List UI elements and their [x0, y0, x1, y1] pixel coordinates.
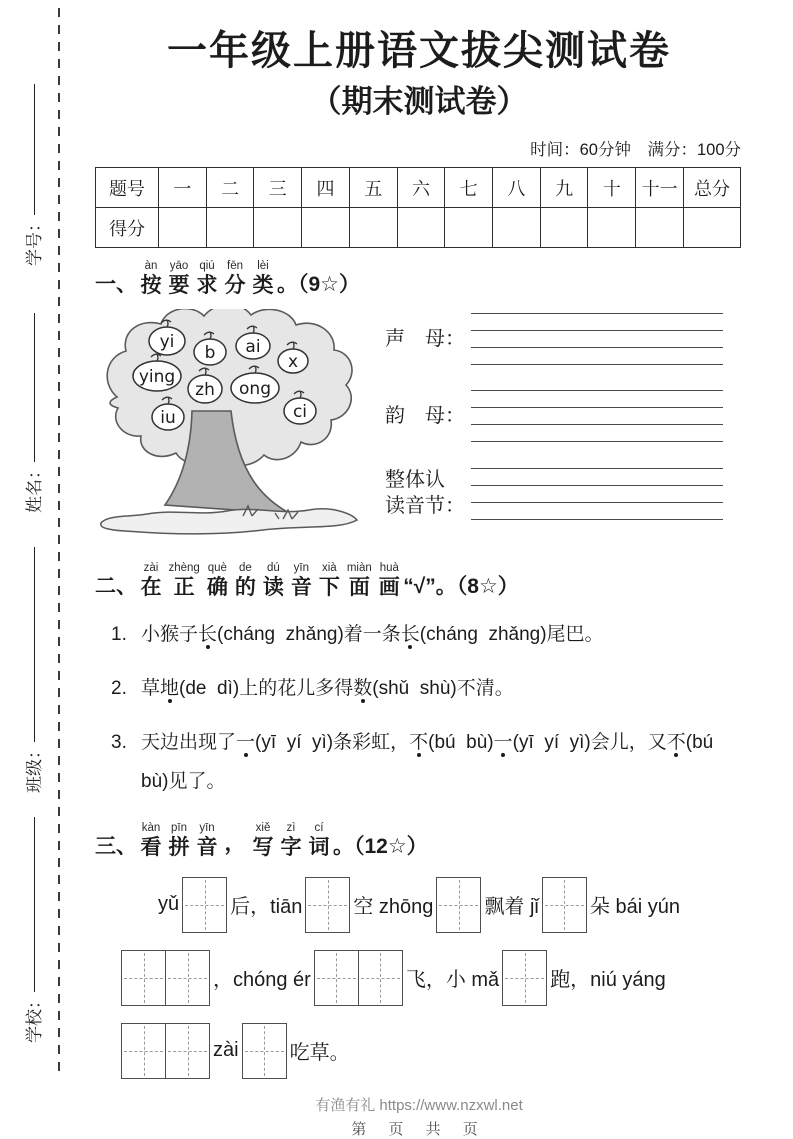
- apple-label: ong: [239, 379, 271, 399]
- ruby-pinyin: zài: [143, 562, 159, 574]
- ruby-char: [281, 822, 302, 861]
- sentence-segment: 小猴子: [141, 624, 199, 645]
- section1-score: 。（9☆）: [277, 273, 361, 296]
- character-grid-box: [314, 950, 403, 1006]
- ruby-hanzi: 下: [318, 576, 340, 599]
- score-cell-1[interactable]: [159, 208, 207, 248]
- score-table-header-label: 题号: [96, 168, 159, 208]
- ruby-hanzi: 正: [173, 576, 195, 599]
- sidebar-field-write-line[interactable]: [33, 547, 35, 742]
- character-grid-box: [305, 877, 350, 933]
- question-text: [141, 724, 743, 802]
- grid-cell[interactable]: [503, 951, 546, 1005]
- apple-tree-illustration: [95, 309, 371, 539]
- ruby-char: [169, 562, 200, 601]
- ruby-pinyin: dú: [266, 562, 280, 574]
- ruby-hanzi: ，: [224, 831, 246, 855]
- section1-heading-ruby: [137, 256, 277, 299]
- section3-heading-ruby: [137, 818, 333, 861]
- score-cell-9[interactable]: [540, 208, 588, 248]
- ruby-char: [379, 562, 400, 601]
- ruby-hanzi: 按: [140, 274, 162, 297]
- question-text: [141, 616, 743, 655]
- sentence-segment: (cháng zhǎng)尾巴。: [419, 624, 604, 645]
- ruby-char: [141, 260, 162, 299]
- sentence-segment: (shǔ shù)不清。: [372, 677, 514, 699]
- score-cell-3[interactable]: [254, 208, 302, 248]
- ruby-hanzi: 字: [280, 835, 302, 859]
- sidebar-field-4: [19, 817, 45, 1043]
- ruby-pinyin: pīn: [171, 821, 187, 834]
- emphasized-char: 一: [493, 731, 513, 753]
- ruby-pinyin: xià: [321, 562, 337, 574]
- ruby-char: [197, 822, 218, 861]
- ruby-char: [253, 260, 274, 299]
- ruby-hanzi: 词: [308, 835, 330, 859]
- ruby-char: [207, 562, 228, 601]
- section3-score: 。（12☆）: [333, 834, 428, 858]
- grid-cell[interactable]: [306, 878, 349, 932]
- sentence-segment: 草: [141, 677, 161, 699]
- ruby-hanzi: 画: [378, 576, 400, 599]
- grid-cell[interactable]: [165, 1024, 209, 1078]
- score-cell-4[interactable]: [302, 208, 350, 248]
- grid-cell[interactable]: [315, 951, 358, 1005]
- ruby-char: [225, 260, 246, 299]
- ruby-hanzi: 确: [206, 576, 228, 599]
- page-subtitle: （期末测试卷）: [310, 84, 528, 119]
- section2-number: 二、: [95, 575, 137, 598]
- question-number: 1.: [111, 624, 127, 645]
- sentence-segment: (de dì)上的花儿多得: [179, 677, 354, 699]
- seal-dashed-line: [58, 8, 60, 1076]
- row-pinyin-text: 吃草。: [289, 1042, 350, 1065]
- ruby-pinyin: xiě: [255, 821, 271, 834]
- character-grid-box: [502, 950, 547, 1006]
- ruby-hanzi: 拼: [168, 835, 190, 859]
- grid-cell[interactable]: [243, 1024, 286, 1078]
- row-pinyin-text: 飘着 jǐ: [484, 896, 539, 919]
- ruby-pinyin: zhèng: [168, 562, 200, 574]
- character-grid-box: [542, 877, 587, 933]
- yunmu-writing-lines[interactable]: [471, 390, 723, 441]
- sidebar-field-label: 学校：: [24, 992, 44, 1043]
- ruby-pinyin: què: [207, 562, 227, 574]
- shengmu-writing-lines[interactable]: [471, 313, 723, 364]
- main-content: [95, 0, 743, 1139]
- section3-writing-rows: [95, 876, 743, 1080]
- apple-label: ci: [292, 402, 308, 422]
- grid-cell[interactable]: [358, 951, 402, 1005]
- ruby-char: [235, 562, 256, 601]
- ruby-pinyin: fēn: [227, 260, 243, 272]
- sentence-segment: (bú bù)见了。: [141, 731, 724, 792]
- row-pinyin-text: zài: [213, 1039, 239, 1062]
- footer-site-link: 有渔有礼 https://www.nzxwl.net: [315, 1096, 523, 1114]
- section2-score: “√”。（8☆）: [403, 575, 519, 598]
- emphasized-char: 数: [353, 677, 373, 699]
- sidebar-field-label: 班级：: [24, 742, 44, 793]
- ruby-hanzi: 分: [224, 274, 246, 297]
- question-item-3: [111, 724, 743, 802]
- group-zhengtirendu: [385, 467, 723, 519]
- apple-label: yi: [159, 332, 175, 352]
- grass: [101, 509, 357, 534]
- emphasized-char: 地: [160, 677, 180, 699]
- row-pinyin-text: 飞，小 mǎ: [405, 969, 500, 992]
- sentence-segment: (cháng zhǎng)着一条: [217, 624, 401, 645]
- group-yunmu: [385, 390, 723, 441]
- section2-questions: [95, 616, 743, 802]
- ruby-hanzi: 音: [196, 835, 218, 859]
- sidebar-field-1: [19, 84, 45, 266]
- sidebar-field-2: [19, 313, 45, 513]
- score-cell-2[interactable]: [206, 208, 254, 248]
- ruby-char: [169, 260, 190, 299]
- sidebar-field-label: 学号：: [24, 215, 44, 266]
- question-number: 3.: [111, 731, 127, 753]
- question-item-2: [111, 670, 743, 709]
- apple-tree-figure: [95, 309, 371, 544]
- apple-label: ying: [138, 367, 176, 387]
- character-grid-box: [182, 877, 227, 933]
- ruby-hanzi: 读: [262, 576, 284, 599]
- score-table-col-8: 八: [493, 168, 541, 208]
- ruby-char: [197, 260, 218, 299]
- emphasized-char: 不: [666, 731, 686, 753]
- sentence-segment: 天边出现了: [141, 731, 237, 753]
- sidebar-field-write-line[interactable]: [33, 817, 35, 992]
- ruby-pinyin: yīn: [293, 562, 310, 574]
- ruby-hanzi: 要: [168, 274, 190, 297]
- row-pinyin-text: ，chóng ér: [213, 969, 311, 992]
- section2-heading: [95, 558, 743, 601]
- ruby-pinyin: zì: [286, 821, 296, 834]
- score-cell-11[interactable]: [636, 208, 684, 248]
- score-table-col-5: 五: [349, 168, 397, 208]
- sidebar-field-label: 姓名：: [24, 462, 44, 513]
- score-table-col-3: 三: [254, 168, 302, 208]
- ruby-char: [141, 562, 162, 601]
- ruby-char: [253, 822, 274, 861]
- sidebar-field-3: [19, 547, 45, 793]
- score-table-col-4: 四: [302, 168, 350, 208]
- sentence-segment: (yī yí yì)会儿，又: [512, 731, 667, 753]
- score-table-col-7: 七: [445, 168, 493, 208]
- ruby-pinyin: cí: [314, 821, 324, 834]
- apple-label: x: [287, 352, 299, 372]
- ruby-char: [309, 822, 330, 861]
- group-zhengtirendu-label: 整体认 读音节：: [385, 469, 465, 517]
- group-shengmu: [385, 313, 723, 364]
- group-shengmu-label: 声 母：: [385, 327, 465, 350]
- character-grid-box: [121, 1023, 210, 1079]
- apple-label: zh: [195, 380, 215, 400]
- emphasized-char: 一: [236, 731, 256, 753]
- sidebar-field-write-line[interactable]: [33, 313, 35, 462]
- classification-answers: [371, 309, 743, 544]
- grid-cell[interactable]: [437, 878, 480, 932]
- score-row-label: 得分: [96, 208, 159, 248]
- row-pinyin-text: 朵 bái yún: [589, 896, 680, 919]
- question-item-1: [111, 616, 743, 655]
- emphasized-char: 长: [198, 624, 218, 645]
- score-cell-6[interactable]: [397, 208, 445, 248]
- time-score-info: 时间：60分钟 满分：100分: [530, 141, 741, 159]
- score-cell-7[interactable]: [445, 208, 493, 248]
- character-grid-box: [121, 950, 210, 1006]
- score-cell-5[interactable]: [349, 208, 397, 248]
- score-cell-10[interactable]: [588, 208, 636, 248]
- character-grid-box: [242, 1023, 287, 1079]
- apple-label: b: [204, 343, 216, 363]
- grid-cell[interactable]: [122, 951, 165, 1005]
- ruby-pinyin: qiú: [199, 260, 215, 272]
- ruby-hanzi: 求: [196, 274, 218, 297]
- score-table-col-12: 总分: [684, 168, 741, 208]
- score-cell-12[interactable]: [684, 208, 741, 248]
- apple-label: ai: [245, 337, 261, 357]
- grid-cell[interactable]: [183, 878, 226, 932]
- question-text: [141, 670, 743, 709]
- ruby-pinyin: yāo: [169, 260, 189, 272]
- score-cell-8[interactable]: [493, 208, 541, 248]
- emphasized-char: 长: [400, 624, 420, 645]
- sentence-segment: (bú bù): [428, 731, 494, 753]
- row-pinyin-text: yǔ: [158, 893, 180, 916]
- ruby-char: [169, 822, 190, 861]
- ruby-pinyin: àn: [144, 260, 158, 272]
- ruby-hanzi: 的: [234, 576, 256, 599]
- sentence-segment: (yī yí yì)条彩虹，: [255, 731, 410, 753]
- score-table: [95, 167, 741, 248]
- row-pinyin-text: 后，tiān: [230, 896, 303, 919]
- ruby-pinyin: yīn: [199, 821, 215, 834]
- footer-page-number: 第 页 共 页: [351, 1120, 487, 1138]
- ruby-pinyin: lèi: [257, 260, 269, 272]
- ruby-char: [347, 562, 372, 601]
- ruby-hanzi: 音: [290, 576, 312, 599]
- row-pinyin-text: 空 zhōng: [353, 896, 434, 919]
- ruby-char: [319, 562, 340, 601]
- grid-cell[interactable]: [122, 1024, 165, 1078]
- grid-cell[interactable]: [165, 951, 209, 1005]
- score-table-col-6: 六: [397, 168, 445, 208]
- page-footer: [95, 1094, 743, 1139]
- writing-row-1: [95, 876, 743, 934]
- score-table-col-2: 二: [206, 168, 254, 208]
- page-title: 一年级上册语文拔尖测试卷: [167, 29, 671, 73]
- sidebar-field-write-line[interactable]: [33, 84, 35, 215]
- ruby-hanzi: 在: [140, 576, 162, 599]
- ruby-char: [291, 562, 312, 601]
- ruby-hanzi: 类: [252, 274, 274, 297]
- score-table-col-9: 九: [540, 168, 588, 208]
- ruby-char: [263, 562, 284, 601]
- score-table-col-1: 一: [159, 168, 207, 208]
- ruby-pinyin: miàn: [346, 562, 372, 574]
- section3-number: 三、: [95, 834, 137, 858]
- score-table-col-11: 十一: [636, 168, 684, 208]
- ruby-hanzi: 面: [348, 576, 370, 599]
- section1-number: 一、: [95, 273, 137, 296]
- section2-heading-ruby: [137, 558, 403, 601]
- ruby-pinyin: de: [238, 562, 252, 574]
- ruby-hanzi: 写: [252, 835, 274, 859]
- row-pinyin-text: 跑，niú yáng: [550, 969, 666, 992]
- section1-heading: [95, 256, 743, 299]
- section3-heading: [95, 818, 743, 861]
- writing-row-3: [95, 1022, 743, 1080]
- group-yunmu-label: 韵 母：: [385, 404, 465, 427]
- ruby-pinyin: kàn: [141, 821, 161, 834]
- ruby-hanzi: 看: [140, 835, 162, 859]
- ruby-char: [225, 818, 246, 857]
- writing-row-2: [95, 949, 743, 1007]
- character-grid-box: [436, 877, 481, 933]
- section1-body: [95, 309, 743, 544]
- ruby-pinyin: huà: [379, 562, 399, 574]
- emphasized-char: 不: [409, 731, 429, 753]
- grid-cell[interactable]: [543, 878, 586, 932]
- ruby-char: [141, 822, 162, 861]
- zhengtirendu-writing-lines[interactable]: [471, 468, 723, 519]
- question-number: 2.: [111, 677, 127, 699]
- apple-label: iu: [160, 408, 176, 428]
- score-table-col-10: 十: [588, 168, 636, 208]
